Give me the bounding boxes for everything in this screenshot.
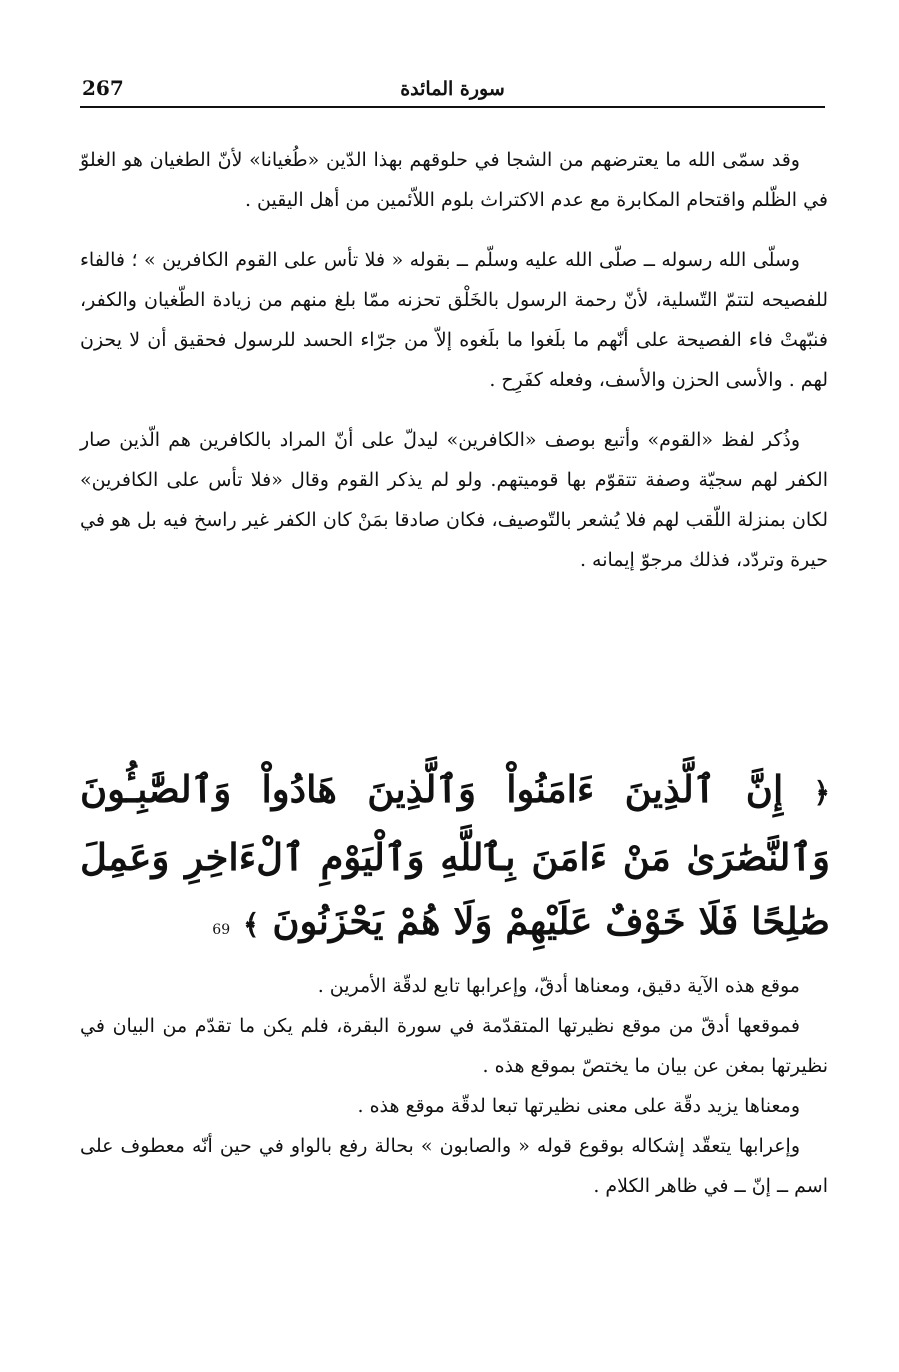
paragraph: ومعناها يزيد دقّة على معنى نظيرتها تبعا لدقّة موقع هذه . <box>357 1095 800 1117</box>
verse-close-ornament: ﴾ <box>243 908 260 941</box>
commentary-section-2 <box>80 966 828 1206</box>
verse-number: 69 <box>212 922 231 938</box>
paragraph: فموقعها أدقّ من موقع نظيرتها المتقدّمة في سورة البقرة، فلم يكن ما تقدّم من البيان في نظيرتها بمغن عن بيان ما يختصّ بموقع هذه . <box>80 1015 828 1077</box>
paragraph: موقع هذه الآية دقيق، ومعناها أدقّ، وإعرابها تابع لدقّة الأمرين . <box>317 975 800 997</box>
page-header <box>80 76 825 108</box>
verse-text: إِنَّ ٱلَّذِينَ ءَامَنُواْ وَٱلَّذِينَ هَادُواْ وَٱلصَّٰبِـُٔونَ وَٱلنَّصَٰرَىٰ مَنْ ءَامَنَ بِٱللَّهِ وَٱلْيَوْمِ ٱلْءَاخِرِ وَعَمِلَ صَٰلِحًا فَلَا خَوْفٌ عَلَيْهِمْ وَلَا هُمْ يَحْزَنُونَ <box>80 767 830 943</box>
paragraph: وقد سمّى الله ما يعترضهم من الشجا في حلوقهم بهذا الدّين «طُغيانا» لأنّ الطغيان هو الغلوّ في الظّلم واقتحام المكابرة مع عدم الاكتراث بلوم اللاّئمين من أهل اليقين . <box>80 149 828 211</box>
quran-verse <box>80 757 830 962</box>
running-title: سورة المائدة <box>400 78 505 100</box>
verse-open-ornament: ﴿ <box>813 776 830 809</box>
paragraph: وإعرابها يتعقّد إشكاله بوقوع قوله « والصابون » بحالة رفع بالواو في حين أنّه معطوف على اسم ــ إنّ ــ في ظاهر الكلام . <box>80 1135 828 1197</box>
paragraph: وذُكر لفظ «القوم» وأتبع بوصف «الكافرين» ليدلّ على أنّ المراد بالكافرين هم الّذين صار الكفر لهم سجيّة وصفة تتقوّم بها قوميتهم. ولو لم يذكر القوم وقال «فلا تأس على الكافرين» لكان بمنزلة اللّقب لهم فلا يُشعر بالتّوصيف، فكان صادقا بمَنْ كان الكفر غير راسخ فيه بل هو في حيرة وتردّد، فذلك مرجوّ إيمانه . <box>80 429 828 571</box>
page-number: 267 <box>82 76 124 100</box>
commentary-section-1 <box>80 140 828 580</box>
paragraph: وسلّى الله رسوله ــ صلّى الله عليه وسلّم ــ بقوله « فلا تأس على القوم الكافرين » ؛ فالفاء للفصيحه لتتمّ التّسلية، لأنّ رحمة الرسول بالخَلْق تحزنه ممّا بلغ منهم من زيادة الطّغيان والكفر، فنبّهتْ فاء الفصيحة على أنّهم ما بلَغوا ما بلَغوه إلاّ من جرّاء الحسد للرسول فحقيق أن لا يحزن لهم . والأسى الحزن والأسف، وفعله كفَرِح . <box>80 249 828 391</box>
